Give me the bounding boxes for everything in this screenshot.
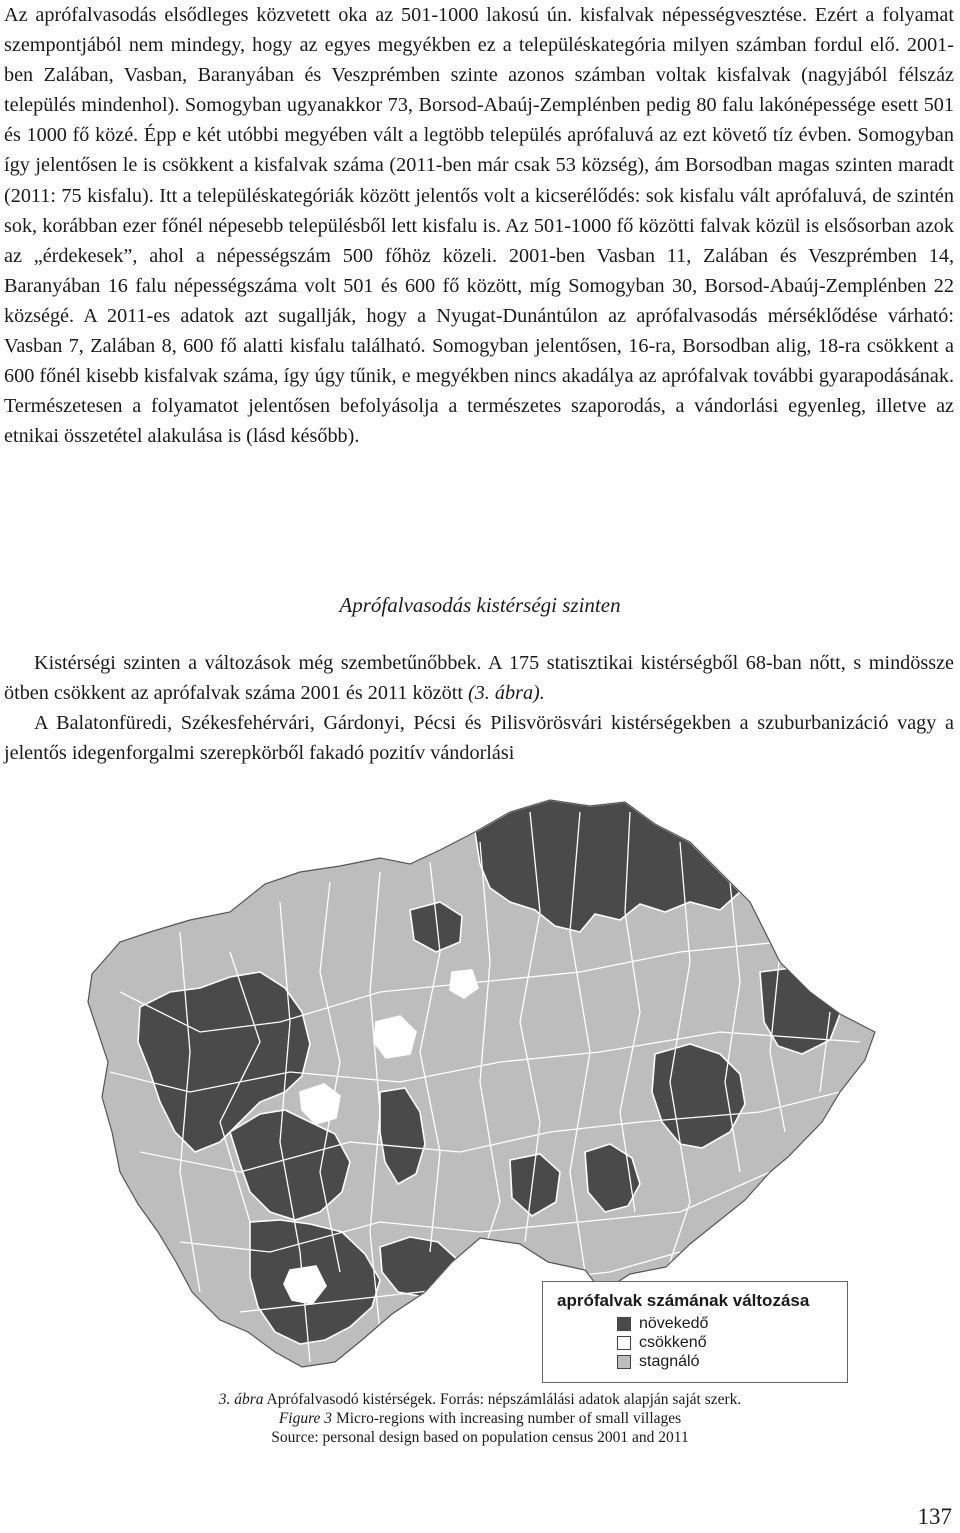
section-heading: Aprófalvasodás kistérségi szinten [339,593,621,617]
map-legend [542,1281,848,1383]
caption-hu-text: Aprófalvasodó kistérségek. Forrás: népszámlálási adatok alapján saját szerk. [263,1391,742,1408]
paragraph-3: A Balatonfüredi, Székesfehérvári, Gárdonyi, Pécsi és Pilisvörösvári kistérségekben a szuburbanizáció vagy a jelentős idegenforgalmi szerepkörből fakadó pozitív vándorlási [4,712,954,765]
caption-hungarian [0,1390,960,1409]
legend-swatch-increasing [617,1317,631,1331]
legend-swatch-stagnant [617,1355,631,1369]
caption-english [0,1409,960,1428]
figure-caption [0,1390,960,1447]
caption-source: Source: personal design based on population census 2001 and 2011 [271,1429,689,1446]
body-text-bottom [4,648,954,768]
paragraph-2 [4,648,954,708]
caption-hu-label: 3. ábra [218,1391,264,1408]
figure-reference: (3. ábra). [467,682,545,705]
legend-title: aprófalvak számának változása [557,1291,810,1310]
paragraph-1: Az aprófalvasodás elsődleges közvetett oka az 501-1000 lakosú ún. kisfalvak népességvesztése. Ezért a folyamat szempontjából nem mindegy, hogy az egyes megyékben ez a településkategória milyen számban fordul elő. 2001-ben Zalában, Vasban, Baranyában és Veszprémben szinte azonos számban voltak kisfalvak (nagyjából félszáz település mindenhol). Somogyban ugyanakkor 73, Borsod-Abaúj-Zemplénben pedig 80 falu lakónépessége esett 501 és 1000 fő közé. Épp e két utóbbi megyében vált a legtöbb település aprófaluvá az ezt követő tíz évben. Somogyban így jelentősen le is csökkent a kisfalvak száma (2011-ben már csak 53 község), ám Borsodban magas szinten maradt (2011: 75 kisfalu). Itt a településkategóriák között jelentős volt a kicserélődés: sok kisfalu vált aprófaluvá, de szintén sok, korábban ezer főnél népesebb településből lett kisfalu is. Az 501-1000 fő közötti falvak közül is elsősorban azok az „érdekesek”, ahol a népességszám 500 főhöz közeli. 2001-ben Vasban 11, Zalában és Veszprémben 14, Baranyában 16 falu népességszáma volt 501 és 600 fő között, míg Somogyban 30, Borsod-Abaúj-Zemplénben 22 községé. A 2011-es adatok azt sugallják, hogy a Nyugat-Dunántúlon az aprófalvasodás mérséklődése várható: Vasban 7, Zalában 8, 600 fő alatti kisfalu található. Somogyban jelentősen, 16-ra, Borsodban alig, 18-ra csökkent a 600 főnél kisebb kisfalvak száma, így úgy tűnik, e megyékben nincs akadálya az aprófalvak további gyarapodásának. Természetesen a folyamatot jelentősen befolyásolja a természetes szaporodás, a vándorlási egyenleg, illetve az etnikai összetétel alakulása is (lásd később). [4,4,954,448]
caption-en-text: Micro-regions with increasing number of small villages [332,1410,682,1427]
page-number: 137 [917,1504,952,1529]
legend-swatch-decreasing [617,1336,631,1350]
legend-label-decreasing: csökkenő [639,1334,707,1351]
paragraph-2-text: Kistérségi szinten a változások még szembetűnőbbek. A 175 statisztikai kistérségből 68-ban nőtt, s mindössze ötben csökkent az aprófalvak száma 2001 és 2011 között [4,652,954,705]
body-text-top [4,0,954,451]
legend-label-stagnant: stagnáló [639,1353,700,1370]
caption-en-label: Figure 3 [278,1410,333,1427]
legend-label-increasing: növekedő [639,1315,709,1332]
